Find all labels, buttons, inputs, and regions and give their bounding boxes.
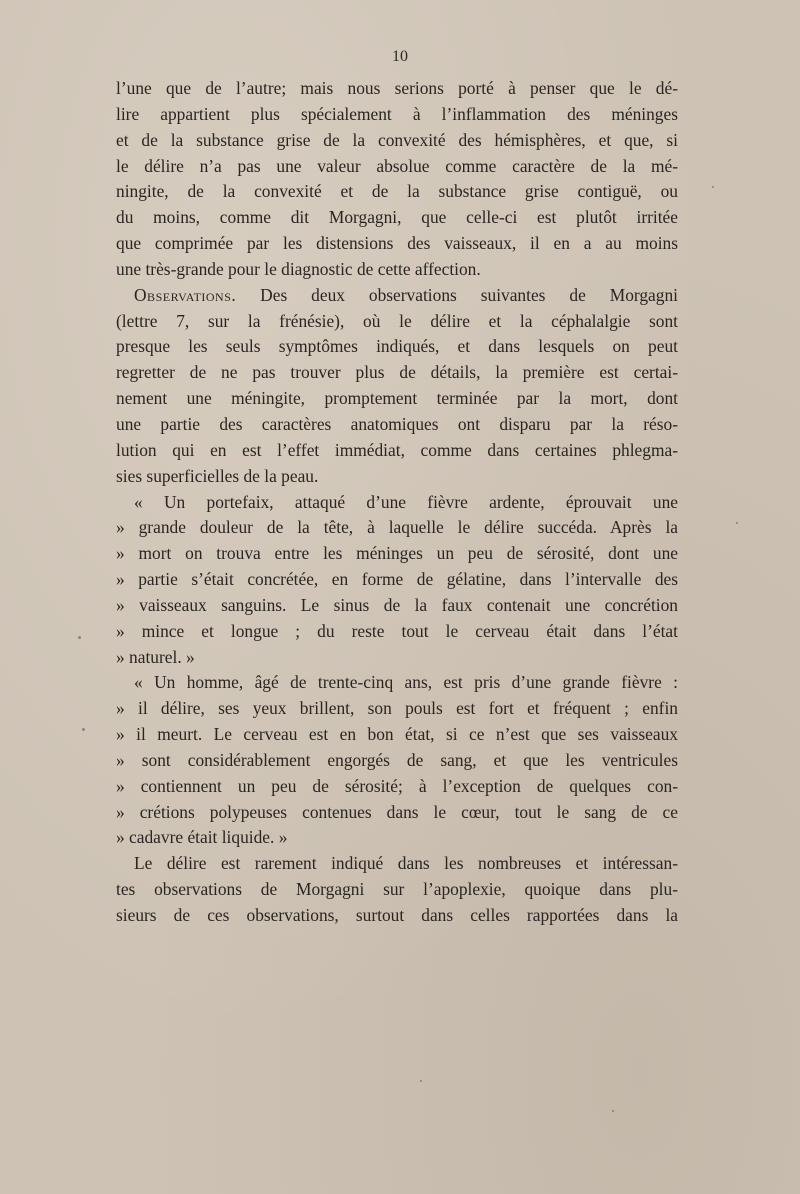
paper-speck bbox=[712, 186, 714, 188]
paper-speck bbox=[420, 1080, 422, 1082]
text-line: tes observations de Morgagni sur l’apoplexie, quoique dans plu- bbox=[116, 879, 678, 900]
text-line: le délire n’a pas une valeur absolue comme caractère de la mé- bbox=[116, 155, 678, 176]
text-line: Le délire est rarement indiqué dans les nombreuses et intéressan- bbox=[134, 853, 678, 874]
text-line: nement une méningite, promptement terminée par la mort, dont bbox=[116, 388, 678, 409]
text-line: ningite, de la convexité et de la substance grise contiguë, ou bbox=[116, 181, 678, 202]
text-line: » grande douleur de la tête, à laquelle le délire succéda. Après la bbox=[116, 517, 678, 538]
paragraph-5 bbox=[116, 851, 678, 929]
paper-speck bbox=[612, 1110, 614, 1112]
text-line: » crétions polypeuses contenues dans le cœur, tout le sang de ce bbox=[116, 801, 678, 822]
text-line: l’une que de l’autre; mais nous serions porté à penser que le dé- bbox=[116, 78, 678, 98]
text-line: » vaisseaux sanguins. Le sinus de la faux contenait une concrétion bbox=[116, 594, 678, 615]
paper-speck bbox=[82, 728, 85, 731]
page-number: 10 bbox=[392, 48, 408, 65]
text-line: regretter de ne pas trouver plus de détails, la première est certai- bbox=[116, 362, 678, 383]
text-line: » cadavre était liquide. » bbox=[116, 827, 288, 848]
text-line: « Un homme, âgé de trente-cinq ans, est pris d’une grande fièvre : bbox=[134, 672, 678, 693]
text-line: une partie des caractères anatomiques ont disparu par la réso- bbox=[116, 413, 678, 434]
text-line: et de la substance grise de la convexité des hémisphères, et que, si bbox=[116, 129, 678, 150]
text-line: presque les seuls symptômes indiqués, et dans lesquels on peut bbox=[116, 336, 678, 357]
text-line: sieurs de ces observations, surtout dans celles rapportées dans la bbox=[116, 905, 678, 925]
text-line: » sont considérablement engorgés de sang, et que les ventricules bbox=[116, 749, 678, 770]
text-line: » mort on trouva entre les méninges un peu de sérosité, dont une bbox=[116, 543, 678, 564]
text-line: » il délire, ses yeux brillent, son pouls est fort et fréquent ; enfin bbox=[116, 698, 678, 719]
text-line: « Un portefaix, attaqué d’une fièvre ardente, éprouvait une bbox=[134, 491, 678, 512]
text-line bbox=[116, 283, 678, 309]
text-line: » mince et longue ; du reste tout le cerveau était dans l’état bbox=[116, 620, 678, 641]
section-heading: Observations. bbox=[134, 284, 237, 305]
text-line: » contiennent un peu de sérosité; à l’exception de quelques con- bbox=[116, 775, 678, 796]
paper-speck bbox=[736, 522, 738, 524]
text-line: (lettre 7, sur la frénésie), où le délire et la céphalalgie sont bbox=[116, 310, 678, 331]
text-line: » il meurt. Le cerveau est en bon état, si ce n’est que ses vaisseaux bbox=[116, 724, 678, 745]
text-line: lution qui en est l’effet immédiat, comme dans certaines phlegma- bbox=[116, 439, 678, 460]
text-line: une très-grande pour le diagnostic de cette affection. bbox=[116, 258, 481, 279]
text-line: du moins, comme dit Morgagni, que celle-ci est plutôt irritée bbox=[116, 207, 678, 228]
text-line: sies superficielles de la peau. bbox=[116, 465, 319, 486]
paragraph-1 bbox=[116, 76, 678, 283]
text-line: » naturel. » bbox=[116, 646, 195, 667]
text-run: Des deux observations suivantes de Morgagni bbox=[236, 284, 678, 305]
text-line: lire appartient plus spécialement à l’inflammation des méninges bbox=[116, 103, 678, 124]
body-text bbox=[116, 76, 678, 929]
text-line: » partie s’était concrétée, en forme de gélatine, dans l’intervalle des bbox=[116, 569, 678, 590]
text-line: que comprimée par les distensions des vaisseaux, il en a au moins bbox=[116, 233, 678, 254]
paragraph-3-quote bbox=[116, 490, 678, 671]
paper-speck bbox=[78, 636, 81, 639]
paragraph-2 bbox=[116, 283, 678, 490]
paragraph-4-quote bbox=[116, 670, 678, 851]
